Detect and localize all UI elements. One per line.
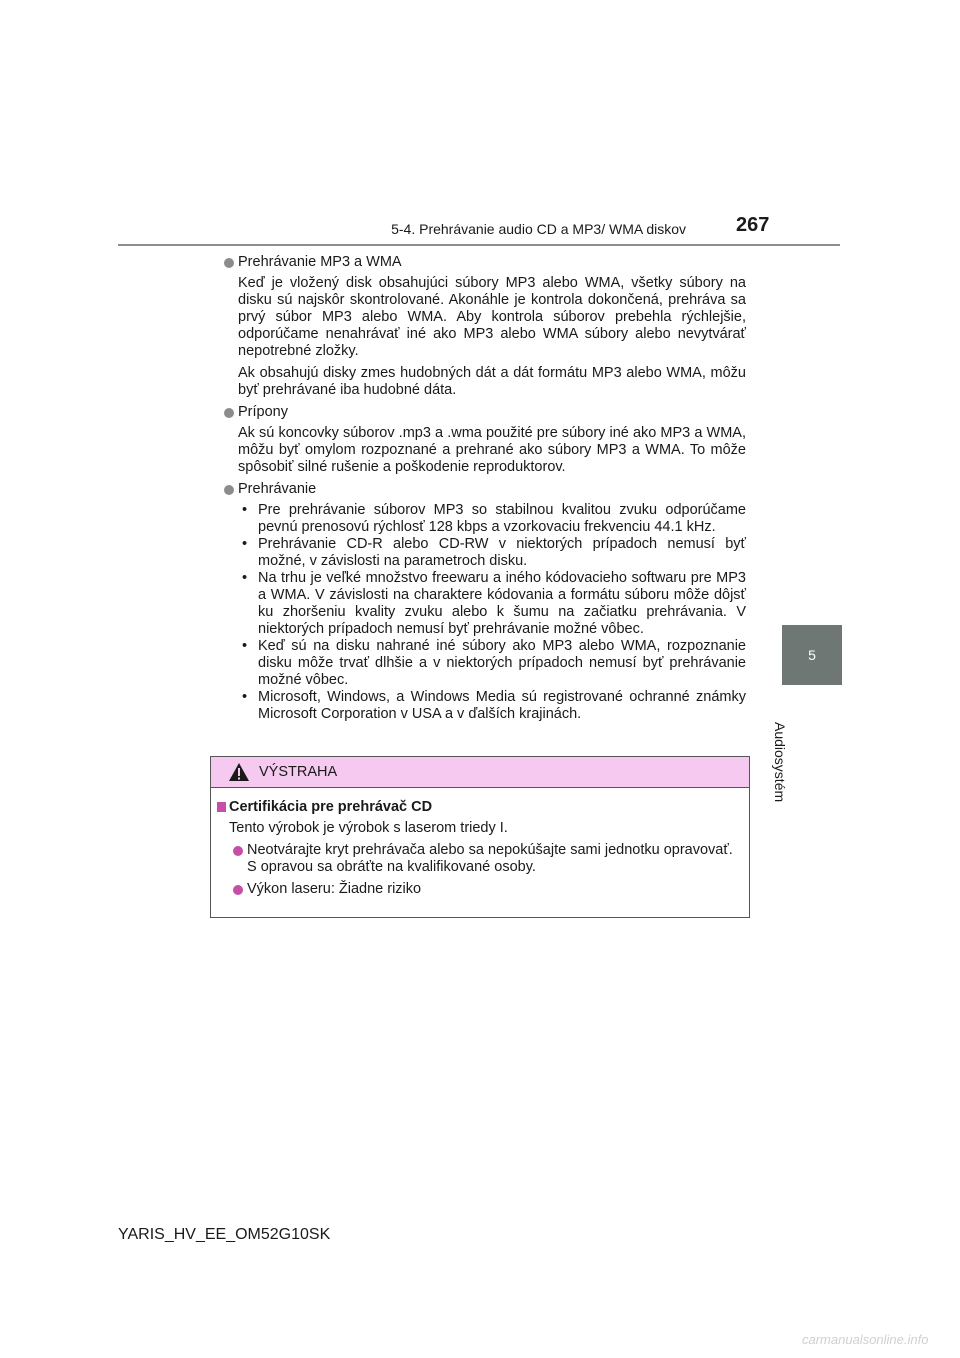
warning-bullet (217, 842, 743, 876)
section-heading-text: Prehrávanie MP3 a WMA (238, 254, 402, 270)
paragraph: Ak obsahujú disky zmes hudobných dát a dát formátu MP3 alebo WMA, môžu byť prehrávané iba hudobné dáta. (238, 365, 746, 398)
warning-bullet (217, 881, 743, 898)
page-number: 267 (736, 214, 770, 236)
warning-header (211, 757, 749, 788)
warning-triangle-icon (228, 762, 250, 782)
list-item-text: Na trhu je veľké množstvo freewaru a iného kódovacieho softwaru pre MP3 a WMA. V závislosti na charaktere kódovania a formátu súboru môže dôjsť ku zhoršeniu kvality zvuku alebo k šumu na začiatku prehrávania. V niektorých prípadoch nemusí byť prehrávanie možné vôbec. (258, 570, 746, 637)
watermark: carmanualsonline.info (802, 1332, 929, 1347)
warning-heading-text: Certifikácia pre prehrávač CD (229, 799, 433, 815)
section-heading-text: Prípony (238, 404, 288, 420)
square-bullet-icon (217, 802, 226, 812)
section-heading (224, 404, 746, 421)
warning-body (211, 788, 749, 898)
list-item-text: Microsoft, Windows, a Windows Media sú registrované ochranné známky Microsoft Corporation v USA a v ďalších krajinách. (258, 689, 746, 722)
document-code: YARIS_HV_EE_OM52G10SK (118, 1226, 331, 1243)
bullet-dot-icon (233, 846, 243, 856)
warning-box (210, 756, 750, 918)
warning-title: VÝSTRAHA (259, 764, 338, 780)
main-content (224, 254, 746, 723)
bullet-dot-icon (233, 885, 243, 895)
chapter-tab: 5 (782, 625, 842, 685)
list-item (238, 638, 746, 689)
paragraph: Ak sú koncovky súborov .mp3 a .wma použité pre súbory iné ako MP3 a WMA, môžu byť omylom rozpoznané a prehrané ako súbory MP3 a WMA. To môže spôsobiť silné rušenie a poškodenie reproduktorov. (238, 425, 746, 475)
section-heading (224, 481, 746, 498)
section-title: 5-4. Prehrávanie audio CD a MP3/ WMA diskov (391, 221, 686, 237)
section-heading-text: Prehrávanie (238, 481, 317, 497)
list-item (238, 536, 746, 570)
list-item-text: Pre prehrávanie súborov MP3 so stabilnou kvalitou zvuku odporúčame pevnú prenosovú rýchlosť 128 kbps a vzorkovaciu frekvenciu 44.1 kHz. (258, 502, 746, 535)
warning-heading (217, 799, 743, 816)
header-divider (118, 244, 840, 246)
list-item (238, 689, 746, 723)
warning-bullet-text: Neotvárajte kryt prehrávača alebo sa nepokúšajte sami jednotku opravovať. S opravou sa obráťte na kvalifikované osoby. (247, 842, 733, 875)
bullet-dot-icon (224, 408, 234, 418)
list-bullet: • (242, 638, 248, 654)
chapter-label: Audiosystém (772, 722, 788, 803)
bullet-dot-icon (224, 258, 234, 268)
playback-notes-list (224, 502, 746, 723)
warning-bullet-text: Výkon laseru: Žiadne riziko (247, 881, 422, 897)
bullet-dot-icon (224, 485, 234, 495)
list-item-text: Keď sú na disku nahrané iné súbory ako MP3 alebo WMA, rozpoznanie disku môže trvať dlhšie a v niektorých prípadoch nemusí byť prehrávanie možné vôbec. (258, 638, 746, 688)
list-bullet: • (242, 536, 248, 552)
list-item (238, 502, 746, 536)
warning-text: Tento výrobok je výrobok s laserom triedy I. (229, 820, 508, 836)
list-item (238, 570, 746, 638)
section-heading (224, 254, 746, 271)
list-bullet: • (242, 689, 248, 705)
paragraph: Keď je vložený disk obsahujúci súbory MP3 alebo WMA, všetky súbory na disku sú najskôr skontrolované. Akonáhle je kontrola dokončená, prehráva sa prvý súbor MP3 alebo WMA. Aby kontrola súborov prebehla rýchlejšie, odporúčame nenahrávať iné ako MP3 alebo WMA súbory alebo nevytvárať nepotrebné zložky. (238, 275, 746, 359)
list-bullet: • (242, 570, 248, 586)
list-item-text: Prehrávanie CD-R alebo CD-RW v niektorých prípadoch nemusí byť možné, v závislosti na parametroch disku. (258, 536, 746, 569)
list-bullet: • (242, 502, 248, 518)
